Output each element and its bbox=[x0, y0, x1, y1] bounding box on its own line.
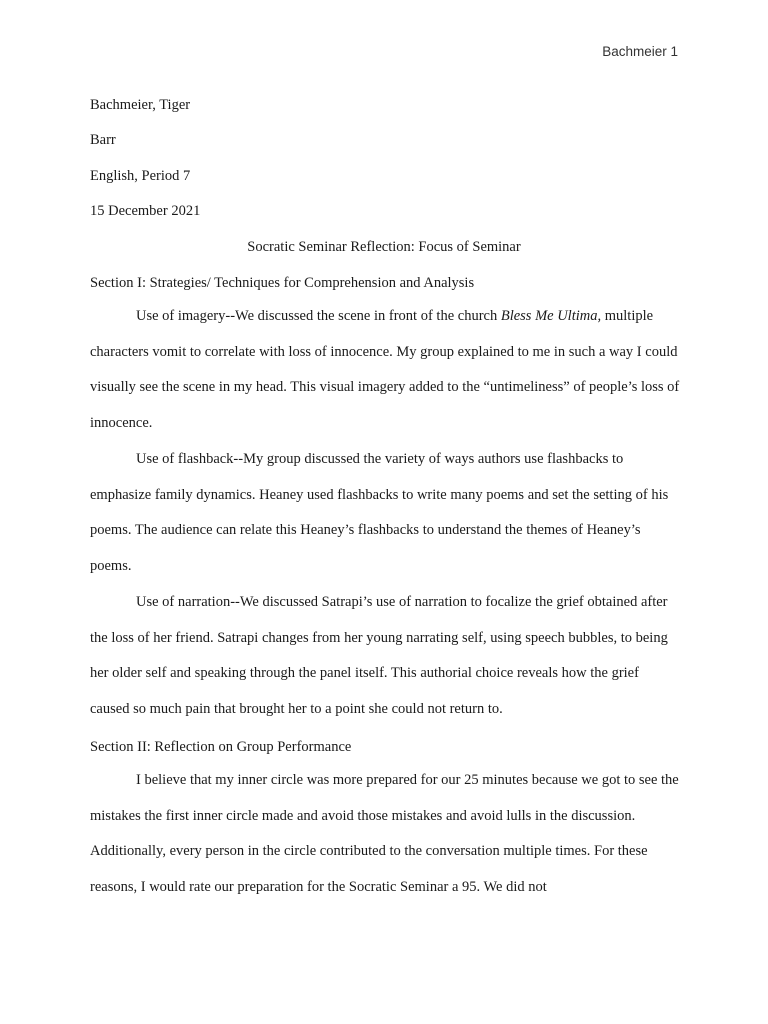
section-2-heading: Section II: Reflection on Group Performance bbox=[90, 739, 352, 755]
book-title-italic: Bless Me Ultima, bbox=[500, 308, 602, 324]
document-title: Socratic Seminar Reflection: Focus of Seminar bbox=[247, 239, 521, 255]
running-head: Bachmeier 1 bbox=[602, 44, 678, 59]
section-1-paragraph-flashback: Use of flashback--My group discussed the variety of ways authors use flashbacks to emphasize family dynamics. Heaney used flashbacks to write many poems and set the setting of his poems. The audience can relate this Heaney’s flashbacks to understand the themes of Heaney’s poems. bbox=[90, 451, 669, 575]
course-name: English, Period 7 bbox=[90, 168, 191, 184]
teacher-name: Barr bbox=[90, 132, 116, 148]
section-1-paragraph-imagery bbox=[90, 299, 680, 442]
section-2-paragraph-performance: I believe that my inner circle was more prepared for our 25 minutes because we got to see the mistakes the first inner circle made and avoid those mistakes and avoid lulls in the discussion. Additionally, every person in the circle contributed to the conversation multiple times. For these reasons, I would rate our preparation for the Socratic Seminar a 95. We did not bbox=[90, 772, 679, 896]
document-date: 15 December 2021 bbox=[90, 203, 201, 219]
section-1-heading: Section I: Strategies/ Techniques for Comprehension and Analysis bbox=[90, 275, 475, 291]
section-1-paragraph-narration: Use of narration--We discussed Satrapi’s use of narration to focalize the grief obtained after the loss of her friend. Satrapi changes from her young narrating self, using speech bubbles, to being her older self and speaking through the panel itself. This authorial choice reveals how the grief caused so much pain that brought her to a point she could not return to. bbox=[90, 594, 668, 718]
student-name: Bachmeier, Tiger bbox=[90, 97, 191, 113]
paragraph-text: Use of imagery--We discussed the scene in front of the church bbox=[136, 308, 501, 324]
paragraph-text: multiple characters vomit to correlate with loss of innocence. My group explained to me in such a way I could visually see the scene in my head. This visual imagery added to the “untimeliness” of people’s loss of innocence. bbox=[90, 308, 680, 432]
